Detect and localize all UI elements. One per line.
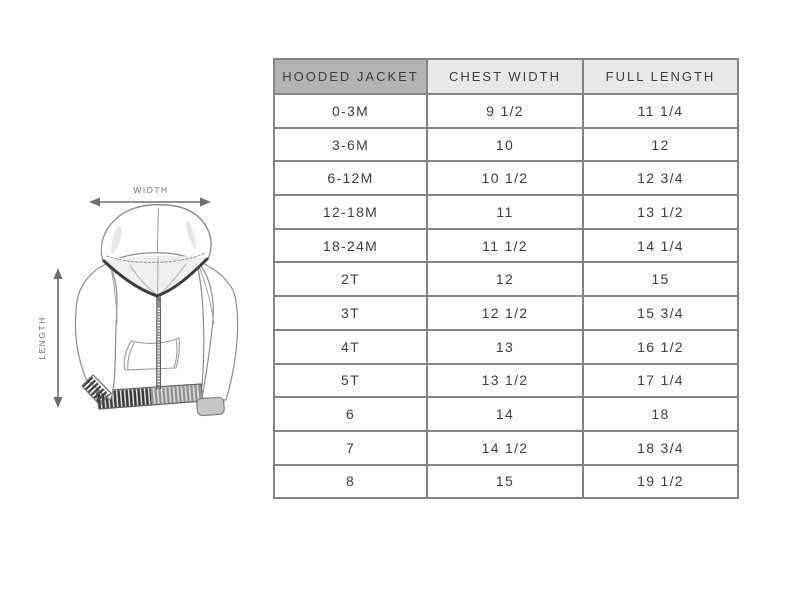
chest-width-cell: 14	[427, 397, 583, 431]
zipper-slider	[157, 301, 161, 308]
column-header-full-length: FULL LENGTH	[583, 59, 738, 94]
chest-width-cell: 12	[427, 262, 583, 296]
chest-width-cell: 11 1/2	[427, 229, 583, 263]
size-cell: 6-12M	[274, 161, 427, 195]
table-row	[274, 161, 738, 195]
chest-width-cell: 9 1/2	[427, 94, 583, 128]
length-annotation	[37, 268, 63, 408]
chest-width-cell: 10 1/2	[427, 161, 583, 195]
length-arrowhead-bottom	[54, 397, 63, 408]
column-header-hooded-jacket: HOODED JACKET	[274, 59, 427, 94]
table-row	[274, 431, 738, 465]
full-length-cell: 15 3/4	[583, 296, 738, 330]
length-arrowhead-top	[54, 268, 63, 279]
size-cell: 5T	[274, 364, 427, 398]
measurement-diagram	[30, 160, 280, 440]
size-cell: 8	[274, 465, 427, 499]
chest-width-cell: 14 1/2	[427, 431, 583, 465]
size-cell: 18-24M	[274, 229, 427, 263]
full-length-cell: 16 1/2	[583, 330, 738, 364]
zipper	[157, 297, 161, 389]
size-cell: 3T	[274, 296, 427, 330]
full-length-cell: 12	[583, 128, 738, 162]
size-cell: 6	[274, 397, 427, 431]
size-cell: 7	[274, 431, 427, 465]
hooded-jacket-illustration	[30, 160, 280, 440]
full-length-cell: 13 1/2	[583, 195, 738, 229]
width-annotation	[89, 185, 211, 207]
full-length-cell: 14 1/4	[583, 229, 738, 263]
table-row	[274, 465, 738, 499]
full-length-cell: 17 1/4	[583, 364, 738, 398]
zipper-pull	[157, 297, 161, 301]
size-cell: 0-3M	[274, 94, 427, 128]
size-cell: 12-18M	[274, 195, 427, 229]
header-row	[274, 59, 738, 94]
full-length-cell: 12 3/4	[583, 161, 738, 195]
chest-width-cell: 15	[427, 465, 583, 499]
chest-width-cell: 13	[427, 330, 583, 364]
full-length-cell: 15	[583, 262, 738, 296]
table-row	[274, 296, 738, 330]
column-header-chest-width: CHEST WIDTH	[427, 59, 583, 94]
table-row	[274, 128, 738, 162]
table-row	[274, 195, 738, 229]
chest-width-cell: 13 1/2	[427, 364, 583, 398]
width-arrowhead-left	[89, 198, 100, 207]
chest-width-cell: 10	[427, 128, 583, 162]
size-cell: 3-6M	[274, 128, 427, 162]
full-length-cell: 18	[583, 397, 738, 431]
chest-width-cell: 12 1/2	[427, 296, 583, 330]
table-row	[274, 262, 738, 296]
table-row	[274, 364, 738, 398]
table-row	[274, 397, 738, 431]
right-cuff	[196, 397, 224, 416]
width-arrowhead-right	[200, 198, 211, 207]
table-row	[274, 330, 738, 364]
length-label: LENGTH	[37, 316, 47, 360]
table-row	[274, 229, 738, 263]
left-sleeve	[75, 263, 117, 400]
size-chart-table	[273, 58, 739, 499]
width-label: WIDTH	[133, 185, 169, 195]
table-row	[274, 94, 738, 128]
full-length-cell: 18 3/4	[583, 431, 738, 465]
full-length-cell: 11 1/4	[583, 94, 738, 128]
size-cell: 4T	[274, 330, 427, 364]
size-cell: 2T	[274, 262, 427, 296]
chest-width-cell: 11	[427, 195, 583, 229]
hoodie-sketch	[75, 205, 237, 416]
full-length-cell: 19 1/2	[583, 465, 738, 499]
